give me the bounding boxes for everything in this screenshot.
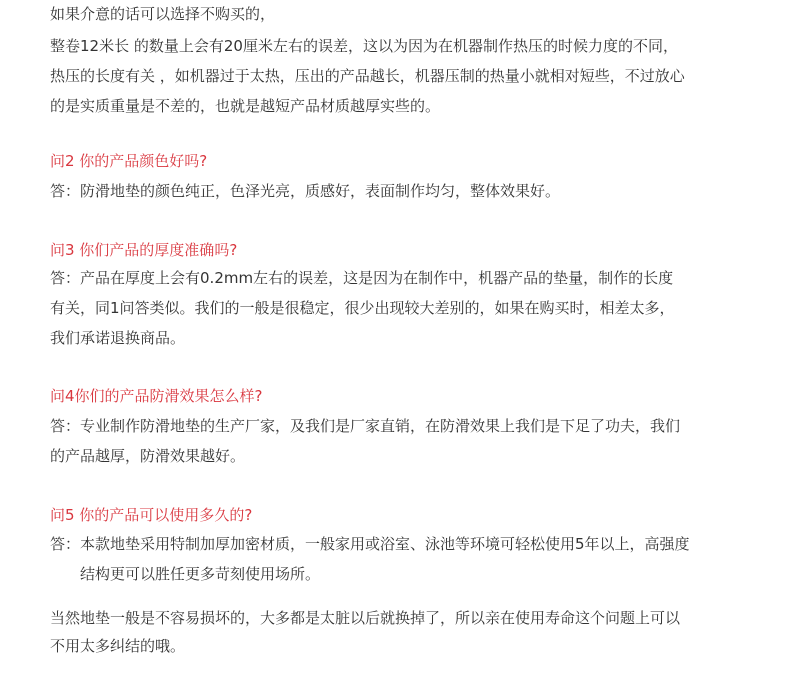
closing-line: 不用太多纠结的哦。	[50, 637, 186, 655]
answer-3-line: 答：产品在厚度上会有0.2mm左右的误差，这是因为在制作中，机器产品的垫量，制作的长度	[50, 269, 674, 287]
answer-3-line: 有关，同1问答类似。我们的一般是很稳定，很少出现较大差别的，如果在购买时，相差太多，	[50, 299, 675, 317]
intro-line: 的是实质重量是不差的，也就是越短产品材质越厚实些的。	[50, 97, 441, 115]
closing-line: 当然地垫一般是不容易损坏的，大多都是太脏以后就换掉了，所以亲在使用寿命这个问题上可以	[50, 609, 681, 627]
question-5: 问5 你的产品可以使用多久的?	[50, 506, 253, 524]
question-4: 问4你们的产品防滑效果怎么样?	[50, 387, 263, 405]
intro-line: 整卷12米长 的数量上会有20厘米左右的误差，这以为因为在机器制作热压的时候力度的不同，	[50, 37, 678, 55]
answer-4-line: 答：专业制作防滑地垫的生产厂家，及我们是厂家直销，在防滑效果上我们是下足了功夫，我们	[50, 417, 681, 435]
answer-5-line: 结构更可以胜任更多苛刻使用场所。	[80, 565, 321, 583]
answer-4-line: 的产品越厚，防滑效果越好。	[50, 447, 246, 465]
intro-line: 如果介意的话可以选择不购买的，	[50, 5, 276, 23]
answer-2-line: 答：防滑地垫的颜色纯正，色泽光亮，质感好，表面制作均匀，整体效果好。	[50, 182, 561, 200]
answer-3-line: 我们承诺退换商品。	[50, 329, 186, 347]
question-3: 问3 你们产品的厚度准确吗?	[50, 241, 238, 259]
answer-5-line: 答：本款地垫采用特制加厚加密材质，一般家用或浴室、泳池等环境可轻松使用5年以上，高强度	[50, 535, 690, 553]
intro-line: 热压的长度有关 ，如机器过于太热，压出的产品越长，机器压制的热量小就相对短些，不过放心	[50, 67, 685, 85]
question-2: 问2 你的产品颜色好吗?	[50, 152, 208, 170]
